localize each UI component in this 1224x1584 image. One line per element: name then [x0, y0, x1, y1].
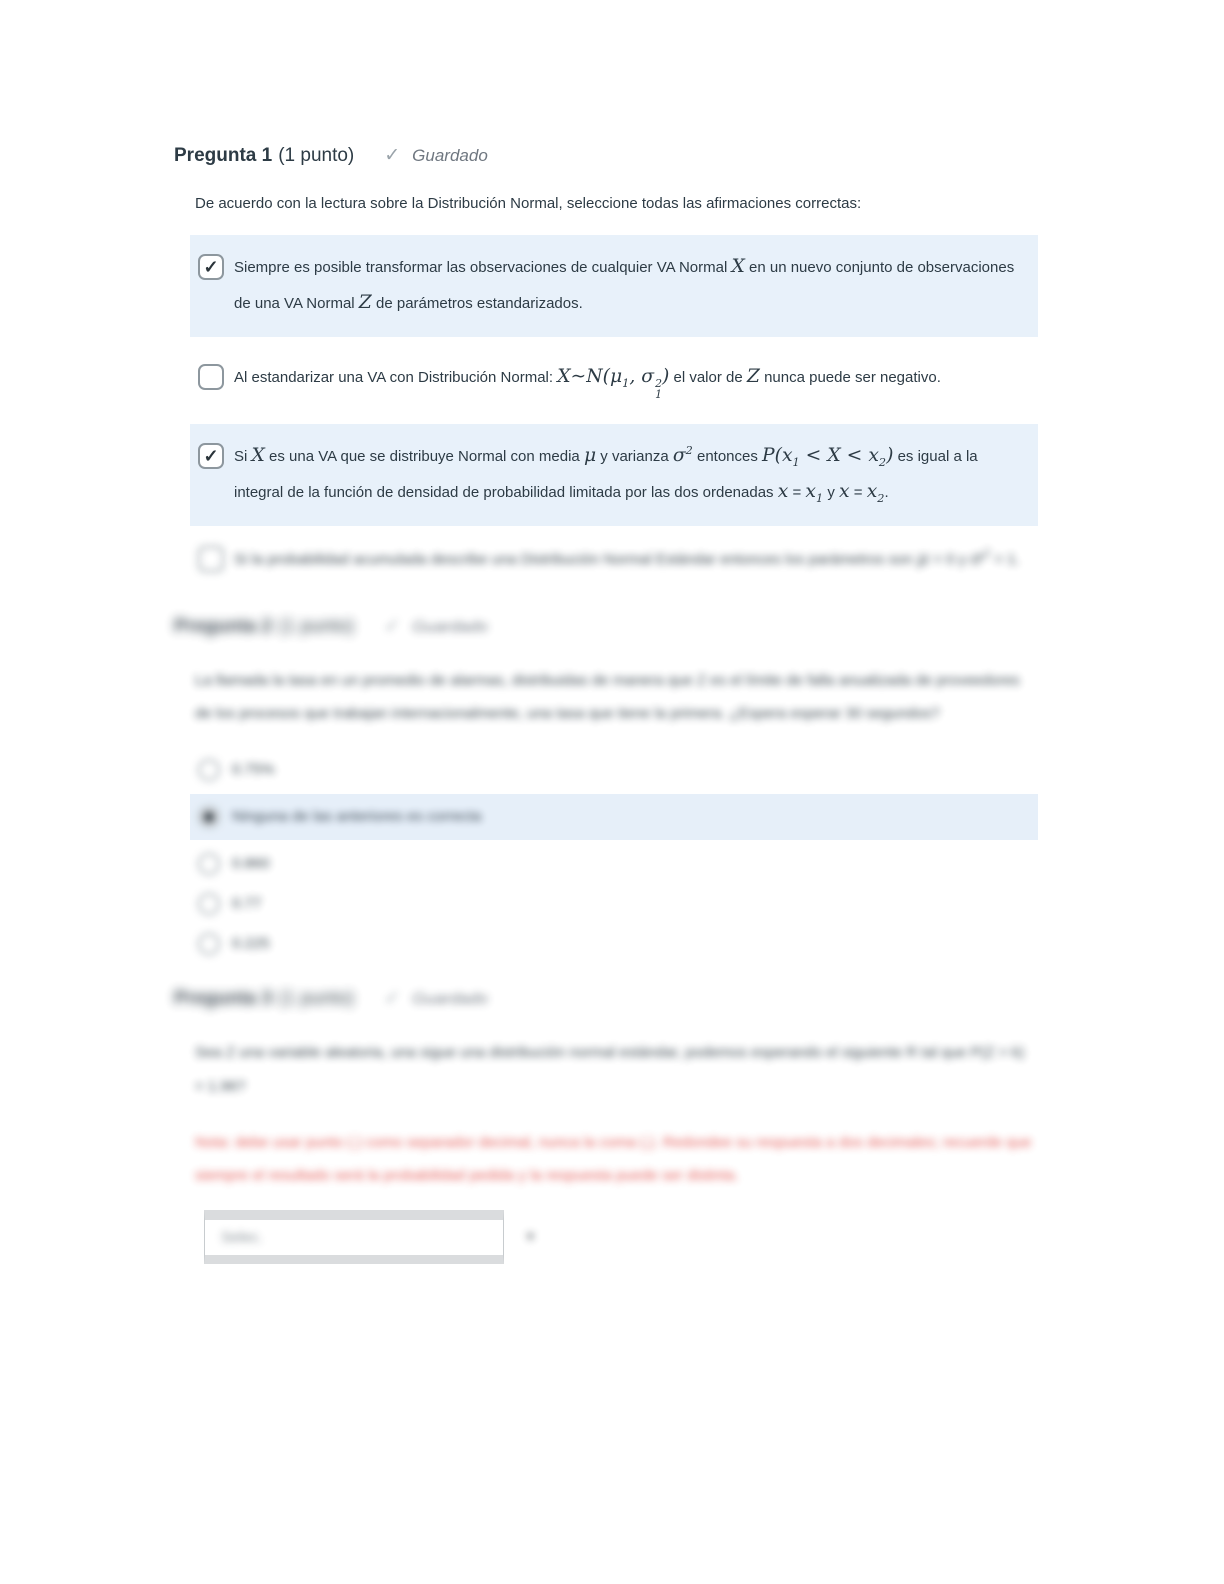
radio-label: 0.77 [232, 895, 262, 913]
checkbox[interactable] [198, 254, 224, 280]
note-text: Nota: debe usar punto (.) como separador decimal, nunca la coma (,). Redondee su respuesta a dos decimales; recuerde que siempre el resultado será la probabilidad pedida y la respuesta puede ser distinta. [195, 1133, 1032, 1184]
question-points: (1 punto) [278, 615, 355, 637]
question-prompt: La llamada la tasa en un promedio de alarmas, distribuidas de manera que Z es el límite de falla anualizada de proveedores de los procesos que trabajan internacionalmente, una tasa que tiene la primera. ¿Espera esperar 30 segundos? [195, 671, 1020, 722]
saved-status [384, 986, 488, 1012]
option-label: Si la probabilidad acumulada describe una Distribución Normal Estándar entonces los parámetros son μ = 0 y $\sigma^2 = 1$. [234, 546, 1020, 569]
radio-dot [203, 811, 215, 823]
question-points: (1 punto) [278, 145, 355, 166]
radio-label: 0.75% [232, 761, 275, 779]
question-prompt: Sea Z una variable aleatoria, una sigue una distribución normal estándar, podemos esperando el siguiente R tal que P(Z > k) = 1.96? [195, 1043, 1025, 1095]
question-2-header [174, 614, 1044, 640]
checkbox[interactable] [198, 364, 224, 390]
chevron-down-icon: ▼ [524, 1229, 537, 1245]
radio-option-4[interactable] [190, 888, 1038, 920]
radio-label: Ninguna de las anteriores es correcta [232, 808, 482, 826]
checkbox-check-icon: ✓ [203, 445, 219, 466]
radio-options-list [190, 754, 1038, 960]
question-title: Pregunta 1 [174, 145, 273, 166]
checkbox-option-4[interactable] [190, 534, 1038, 586]
radio-button[interactable] [198, 893, 220, 915]
saved-status [384, 143, 488, 169]
radio-option-3[interactable] [190, 848, 1038, 880]
check-icon: ✓ [384, 145, 401, 166]
checkbox[interactable] [198, 443, 224, 469]
radio-button[interactable] [198, 853, 220, 875]
question-title: Pregunta 3 [174, 987, 273, 1009]
option-label: Siempre es posible transformar las observaciones de cualquier VA Normal X en un nuevo conjunto de observaciones de una VA Normal Z de parámetros estandarizados. [234, 256, 1015, 313]
radio-label: 0.225 [232, 935, 270, 953]
checkbox-option-2[interactable] [190, 345, 1038, 416]
question-points: (1 punto) [278, 987, 355, 1009]
radio-button[interactable] [198, 933, 220, 955]
checkbox[interactable] [198, 546, 224, 572]
radio-button[interactable] [198, 806, 220, 828]
question-1-header [174, 143, 1044, 169]
radio-label: 0.860 [232, 855, 270, 873]
radio-button[interactable] [198, 759, 220, 781]
radio-option-1[interactable] [190, 754, 1038, 786]
saved-status-label: Guardado [412, 616, 488, 636]
question-3-section [174, 986, 1044, 1264]
radio-option-5[interactable] [190, 928, 1038, 960]
question-title: Pregunta 2 [174, 615, 273, 637]
check-icon: ✓ [384, 615, 401, 637]
answer-dropdown-row [204, 1210, 1044, 1264]
saved-status [384, 614, 488, 640]
question-prompt: De acuerdo con la lectura sobre la Distribución Normal, seleccione todas las afirmaciones correctas: [195, 195, 862, 212]
checkbox-option-1[interactable] [190, 235, 1038, 337]
checkbox-options-list [190, 235, 1038, 586]
saved-status-label: Guardado [412, 146, 488, 165]
checkbox-check-icon: ✓ [203, 257, 219, 277]
check-icon: ✓ [384, 987, 401, 1009]
radio-option-2[interactable] [190, 794, 1038, 840]
option-label: Al estandarizar una VA con Distribución Normal: $X\sim N(\mu_1$, σ 2 1 ) el valor de Z nunca puede ser negativo. [234, 366, 941, 402]
option-label: Si X es una VA que se distribuye Normal con media μ y varianza $\sigma^2$ entonces $P(x_1 < X < x_2)$ es igual a la integral de la función de densidad de probabilidad limitada por las dos ordenadas $x = x_1$ y $x = x_2$. [234, 443, 978, 505]
dropdown-value: Selec. [221, 1228, 263, 1246]
answer-dropdown[interactable] [204, 1210, 504, 1264]
question-1-section [174, 143, 1044, 586]
question-2-section [174, 614, 1044, 960]
saved-status-label: Guardado [412, 988, 488, 1008]
checkbox-option-3[interactable] [190, 424, 1038, 526]
question-3-header [174, 986, 1044, 1012]
